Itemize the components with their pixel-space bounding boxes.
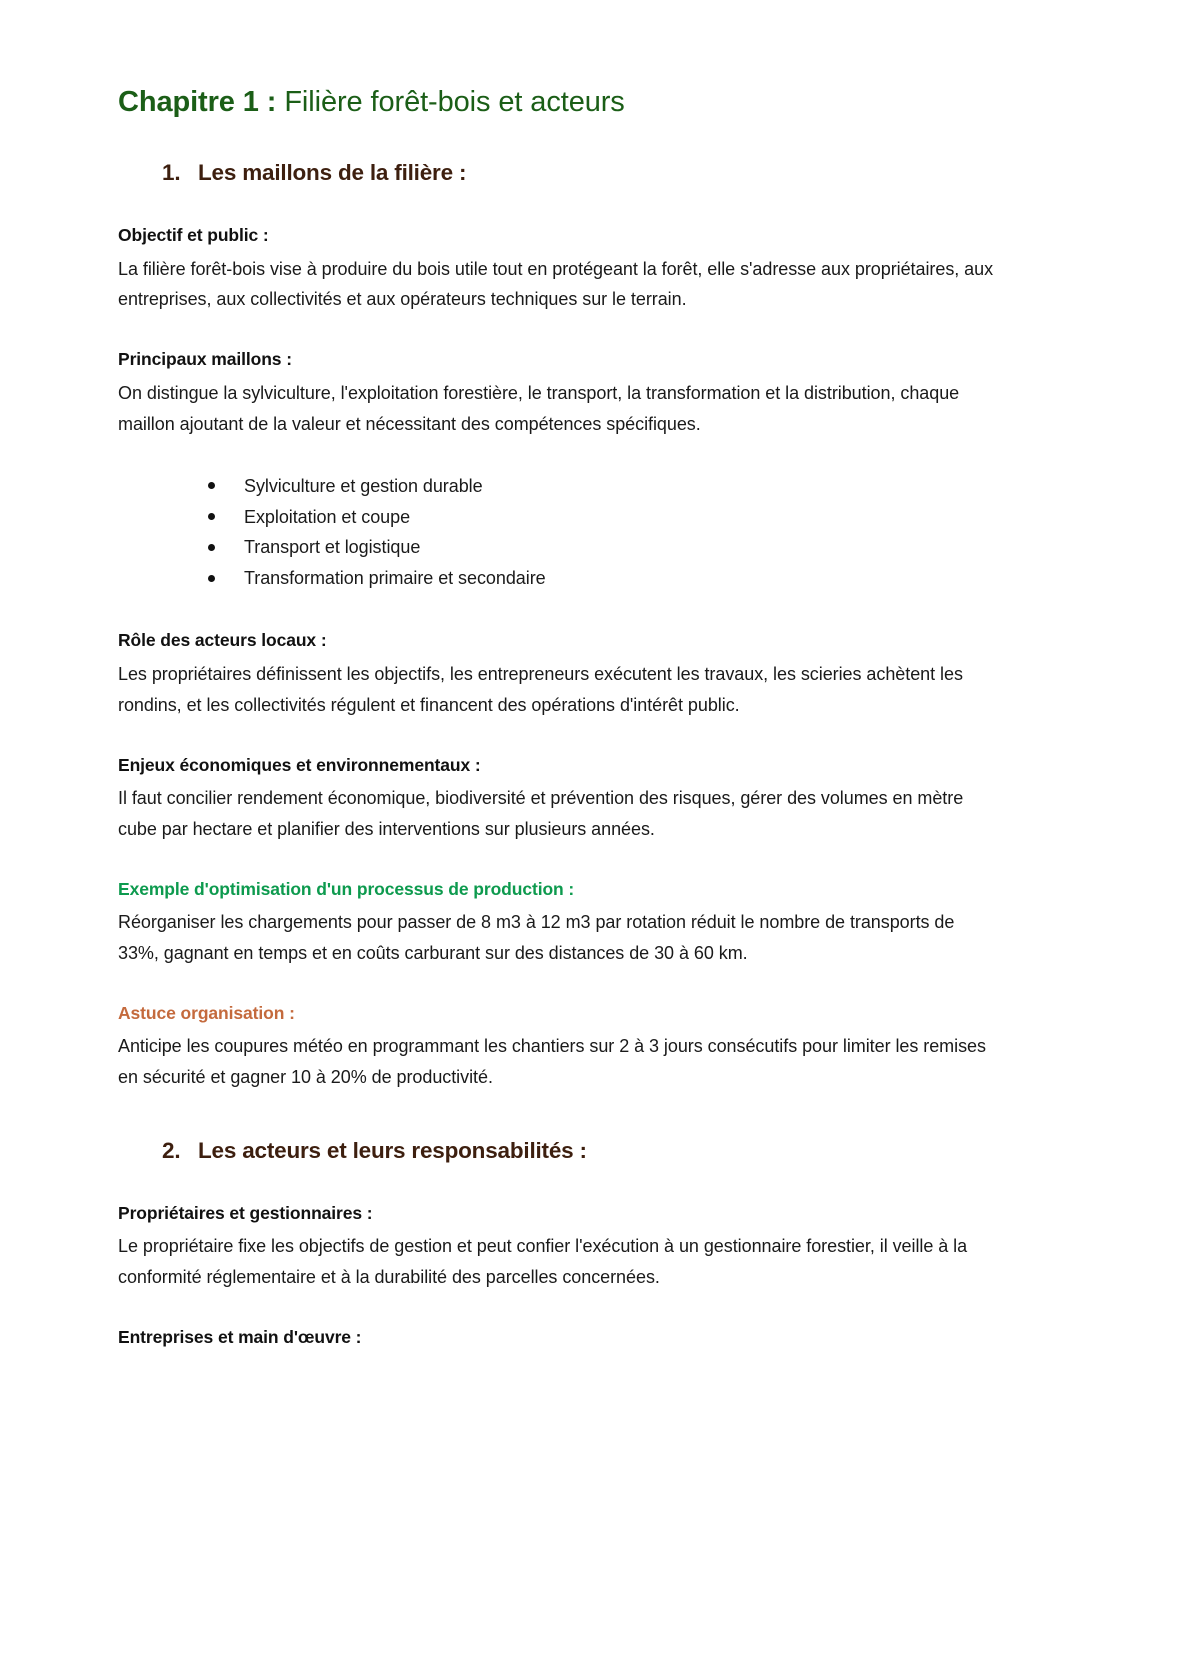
block-role-des-acteurs-locaux (118, 627, 995, 720)
bullet-dot-icon (208, 513, 215, 520)
block-label: Objectif et public : (118, 225, 269, 246)
block-text: Anticipe les coupures météo en programmant les chantiers sur 2 à 3 jours consécutifs pour limiter les remises en sécurité et gagner 10 à 20% de productivité. (118, 1036, 986, 1088)
block-proprietaires-et-gestionnaires (118, 1200, 995, 1293)
section-number-2: 2. (162, 1138, 181, 1163)
block-text: Réorganiser les chargements pour passer de 8 m3 à 12 m3 par rotation réduit le nombre de transports de 33%, gagnant en temps et en coûts carburant sur des distances de 30 à 60 km. (118, 911, 955, 963)
list-item-label: Transport et logistique (244, 537, 421, 558)
bullet-dot-icon (208, 575, 215, 582)
block-label-highlight-orange: Astuce organisation : (118, 1002, 295, 1023)
block-text: On distingue la sylviculture, l'exploitation forestière, le transport, la transformation et la distribution, chaque maillon ajoutant de la valeur et nécessitant des compétences spécifiques. (118, 382, 960, 434)
list-item-label: Exploitation et coupe (244, 506, 411, 527)
list-item-label: Sylviculture et gestion durable (244, 475, 483, 496)
page-title-subject: Filière forêt-bois et acteurs (284, 86, 625, 118)
block-text: La filière forêt-bois vise à produire du bois utile tout en protégeant la forêt, elle s'adresse aux propriétaires, aux entreprises, aux collectivités et aux opérateurs techniques sur le terrain. (118, 258, 994, 310)
block-entreprises-et-main-doeuvre (118, 1324, 995, 1350)
block-principaux-maillons (118, 346, 995, 439)
block-objectif-et-public (118, 222, 995, 315)
bullet-dot-icon (208, 482, 215, 489)
section-spacer (118, 1124, 995, 1138)
block-label: Rôle des acteurs locaux : (118, 630, 327, 651)
maillons-bullet-list (118, 471, 995, 595)
block-text: Le propriétaire fixe les objectifs de gestion et peut confier l'exécution à un gestionnaire forestier, il veille à la conformité réglementaire et à la durabilité des parcelles concernées. (118, 1236, 968, 1288)
block-label: Propriétaires et gestionnaires : (118, 1203, 373, 1223)
block-label: Enjeux économiques et environnementaux : (118, 754, 481, 775)
list-item (208, 502, 995, 533)
block-label: Principaux maillons : (118, 349, 292, 370)
block-text: Il faut concilier rendement économique, biodiversité et prévention des risques, gérer des volumes en mètre cube par hectare et planifier des interventions sur plusieurs années. (118, 787, 964, 839)
section-heading-2 (118, 1138, 995, 1164)
list-item (208, 563, 995, 594)
list-item (208, 471, 995, 502)
section-title-2: Les acteurs et leurs responsabilités : (198, 1138, 587, 1163)
block-label: Entreprises et main d'œuvre : (118, 1327, 362, 1348)
block-text: Les propriétaires définissent les objectifs, les entrepreneurs exécutent les travaux, les scieries achètent les rondins, et les collectivités régulent et financent des opérations d'intérêt public. (118, 663, 963, 715)
list-item-label: Transformation primaire et secondaire (244, 568, 546, 589)
block-exemple-optimisation (118, 876, 995, 969)
section-number-1: 1. (162, 160, 181, 186)
block-astuce-organisation (118, 1000, 995, 1093)
bullet-dot-icon (208, 544, 215, 551)
block-enjeux-economiques (118, 752, 995, 845)
block-label-highlight-green: Exemple d'optimisation d'un processus de production : (118, 878, 575, 899)
section-title-1: Les maillons de la filière : (198, 160, 467, 186)
section-heading-1 (118, 160, 995, 186)
page-title (118, 84, 995, 120)
list-item (208, 532, 995, 563)
page-title-chapter-label: Chapitre 1 : (118, 86, 277, 118)
